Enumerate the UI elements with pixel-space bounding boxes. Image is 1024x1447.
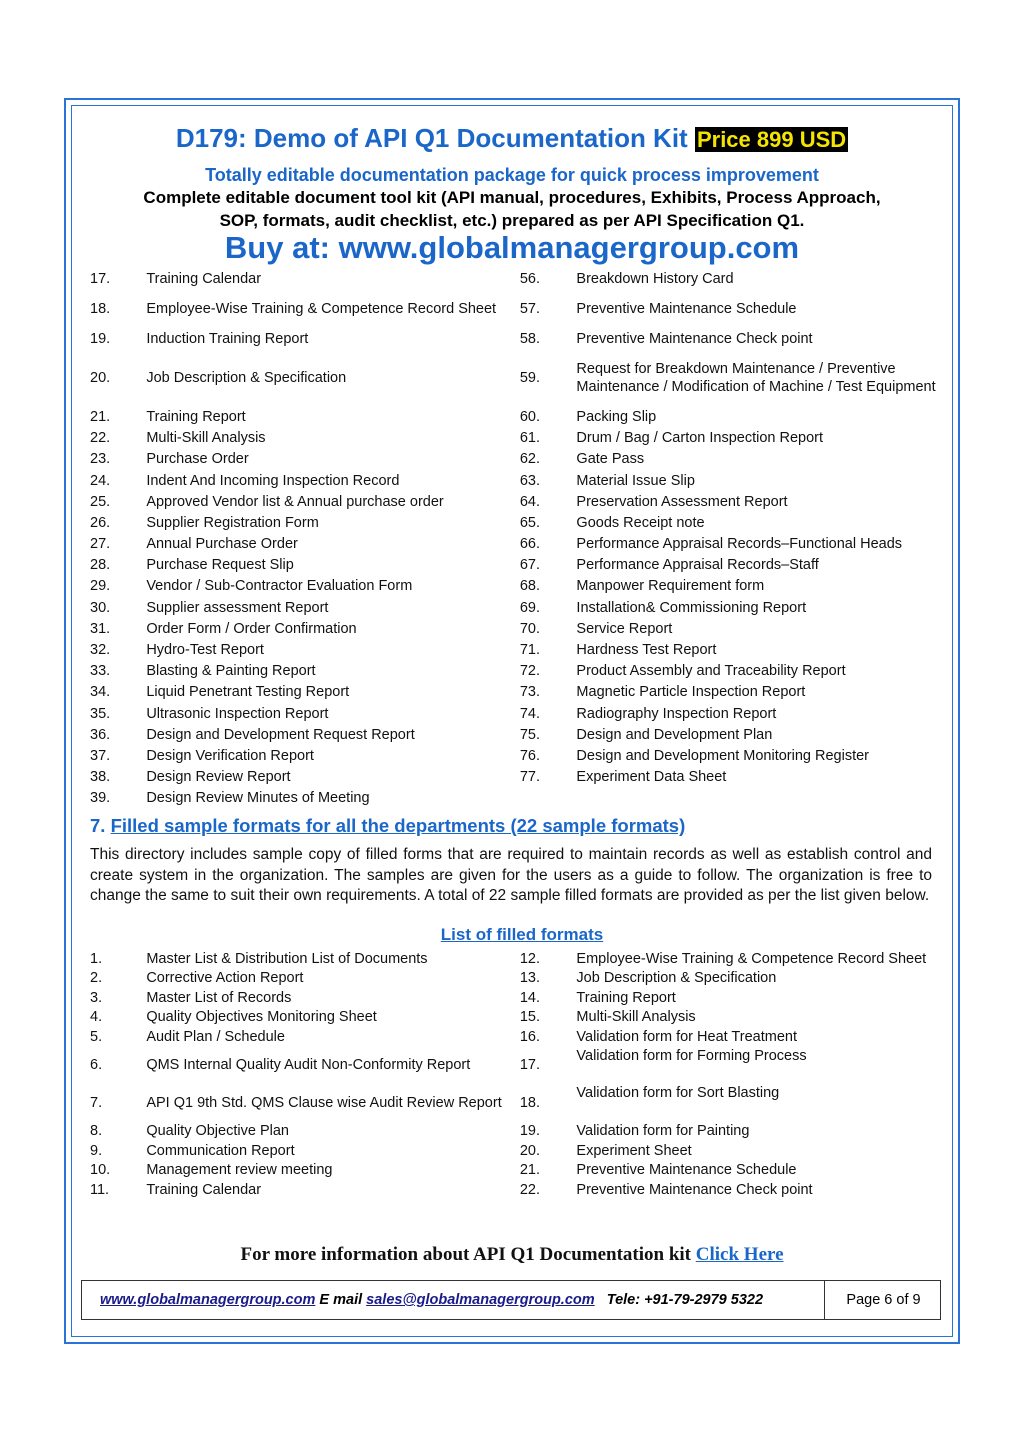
item-text: Corrective Action Report	[146, 970, 304, 987]
item-text: API Q1 9th Std. QMS Clause wise Audit Review Report	[146, 1094, 502, 1111]
item-number: 18.	[519, 1094, 541, 1111]
item-number: 21.	[519, 1162, 541, 1179]
list-row	[90, 1047, 940, 1085]
item-text: Master List & Distribution List of Documents	[146, 950, 428, 967]
item-number: 33.	[90, 663, 111, 680]
section-7-paragraph: This directory includes sample copy of filled forms that are required to maintain records as well as establish control and create system in the organization. The samples are given for the users as a guide to follow. The organization is free to change the same to suit their own requirements. A total of 22 sample filled formats are provided as per the list given below.	[90, 846, 932, 904]
item-text: Validation form for Forming Process	[576, 1047, 807, 1064]
item-text: Installation& Commissioning Report	[576, 599, 807, 616]
item-number: 63.	[519, 472, 541, 489]
item-number: 30.	[90, 599, 111, 616]
item-text: Indent And Incoming Inspection Record	[146, 472, 400, 489]
list-row	[90, 988, 940, 1008]
item-number: 22.	[90, 430, 111, 447]
item-text: Magnetic Particle Inspection Report	[576, 684, 806, 701]
list-row	[90, 449, 940, 470]
footer-email-label: E mail	[319, 1292, 363, 1308]
item-text: Material Issue Slip	[576, 472, 695, 489]
item-number: 15.	[519, 1009, 541, 1026]
section-7-heading	[90, 814, 685, 838]
item-number: 12.	[519, 950, 541, 967]
list-row	[90, 618, 940, 639]
item-number: 75.	[519, 726, 541, 743]
page-number: Page 6 of 9	[824, 1281, 942, 1319]
item-number: 60.	[519, 408, 541, 425]
section-title: Filled sample formats for all the departments (22 sample formats)	[110, 815, 686, 836]
item-number: 19.	[519, 1123, 541, 1140]
list-row	[90, 1084, 940, 1122]
item-text: Validation form for Painting	[576, 1123, 750, 1140]
item-text: Training Report	[576, 989, 676, 1006]
list-row	[90, 724, 940, 745]
item-number: 31.	[90, 620, 111, 637]
list-row	[90, 349, 940, 406]
footer-telephone: Tele: +91-79-2979 5322	[606, 1292, 764, 1308]
list-row	[90, 682, 940, 703]
item-number: 27.	[90, 536, 111, 553]
item-number: 64.	[519, 493, 541, 510]
list-row	[90, 788, 940, 809]
item-text: Preventive Maintenance Check point	[576, 1181, 813, 1198]
list-row	[90, 969, 940, 989]
list-row	[90, 597, 940, 618]
more-info-text: For more information about API Q1 Documentation kit	[240, 1244, 692, 1265]
item-text: Preventive Maintenance Check point	[576, 330, 813, 347]
item-text: Drum / Bag / Carton Inspection Report	[576, 430, 824, 447]
item-number: 29.	[90, 578, 111, 595]
item-number: 76.	[519, 747, 541, 764]
item-text: Experiment Data Sheet	[576, 769, 727, 786]
item-number: 19.	[90, 330, 111, 347]
title-text: D179: Demo of API Q1 Documentation Kit	[175, 123, 688, 153]
item-number: 61.	[519, 430, 541, 447]
item-number: 13.	[519, 970, 541, 987]
item-text: Design and Development Request Report	[146, 726, 415, 743]
item-number: 9.	[90, 1142, 103, 1159]
item-text: Preservation Assessment Report	[576, 493, 788, 510]
item-text: Request for Breakdown Maintenance / Preventive Maintenance / Modification of Machine / Test Equipment	[576, 360, 936, 395]
list-row	[90, 661, 940, 682]
item-text: Validation form for Sort Blasting	[576, 1085, 780, 1101]
kit-description	[80, 186, 944, 232]
item-text: Job Description & Specification	[576, 970, 777, 987]
item-number: 7.	[90, 1094, 103, 1111]
item-text: Design and Development Plan	[576, 726, 773, 743]
item-number: 17.	[519, 1057, 541, 1074]
item-number: 26.	[90, 514, 111, 531]
item-text: Ultrasonic Inspection Report	[146, 705, 329, 722]
item-number: 3.	[90, 989, 103, 1006]
item-text: Design and Development Monitoring Register	[576, 747, 869, 764]
list-row	[90, 1027, 940, 1047]
item-number: 24.	[90, 472, 111, 489]
item-number: 14.	[519, 989, 541, 1006]
item-number: 72.	[519, 663, 541, 680]
list-row	[90, 268, 940, 289]
item-text: Quality Objectives Monitoring Sheet	[146, 1009, 377, 1026]
item-text: Goods Receipt note	[576, 514, 705, 531]
item-number: 16.	[519, 1028, 541, 1045]
item-text: QMS Internal Quality Audit Non-Conformity Report	[146, 1057, 471, 1074]
item-text: Design Review Minutes of Meeting	[146, 790, 370, 807]
item-number: 67.	[519, 557, 541, 574]
item-text: Product Assembly and Traceability Report	[576, 663, 846, 680]
item-text: Gate Pass	[576, 451, 645, 468]
item-text: Annual Purchase Order	[146, 536, 298, 553]
list-row	[90, 555, 940, 576]
list-row	[90, 328, 940, 349]
item-text: Purchase Request Slip	[146, 557, 294, 574]
click-here-link[interactable]: Click Here	[695, 1244, 784, 1265]
list-row	[90, 428, 940, 449]
item-text: Radiography Inspection Report	[576, 705, 777, 722]
item-text: Master List of Records	[146, 989, 292, 1006]
item-number: 8.	[90, 1123, 103, 1140]
list-row	[90, 491, 940, 512]
item-text: Design Review Report	[146, 769, 291, 786]
item-text: Liquid Penetrant Testing Report	[146, 684, 350, 701]
list-row	[90, 949, 940, 969]
item-text: Preventive Maintenance Schedule	[576, 1162, 797, 1179]
item-text: Validation form for Heat Treatment	[576, 1028, 797, 1045]
item-number: 32.	[90, 642, 111, 659]
list-row	[90, 289, 940, 328]
list-row	[90, 1180, 940, 1200]
item-number: 39.	[90, 790, 111, 807]
item-text: Purchase Order	[146, 451, 249, 468]
item-number: 10.	[90, 1162, 111, 1179]
item-text: Communication Report	[146, 1142, 295, 1159]
item-number: 38.	[90, 769, 111, 786]
list-row	[90, 1008, 940, 1028]
list-row	[90, 703, 940, 724]
filled-formats-table	[90, 949, 940, 1200]
item-text: Employee-Wise Training & Competence Record Sheet	[146, 300, 497, 317]
item-number: 36.	[90, 726, 111, 743]
more-info-line	[80, 1243, 944, 1267]
document-list-table	[90, 268, 940, 809]
list-row	[90, 639, 940, 660]
list-row	[90, 576, 940, 597]
document-title	[80, 121, 944, 157]
item-number: 68.	[519, 578, 541, 595]
description-line-2: SOP, formats, audit checklist, etc.) prepared as per API Specification Q1.	[219, 211, 805, 230]
item-number: 4.	[90, 1009, 103, 1026]
item-text: Training Calendar	[146, 270, 262, 287]
item-number: 22.	[519, 1181, 541, 1198]
item-number: 20.	[90, 369, 111, 386]
item-number: 18.	[90, 300, 111, 317]
footer-contact	[100, 1292, 763, 1308]
item-number: 21.	[90, 408, 111, 425]
list-row	[90, 470, 940, 491]
item-number: 69.	[519, 599, 541, 616]
footer-email-link[interactable]: sales@globalmanagergroup.com	[366, 1292, 595, 1308]
item-text	[576, 788, 940, 809]
item-text: Audit Plan / Schedule	[146, 1028, 285, 1045]
item-number: 59.	[519, 369, 541, 386]
list-row	[90, 512, 940, 533]
item-text: Hydro-Test Report	[146, 642, 264, 659]
item-number: 6.	[90, 1057, 103, 1074]
item-text: Preventive Maintenance Schedule	[576, 300, 797, 317]
item-text: Manpower Requirement form	[576, 578, 765, 595]
item-text: Management review meeting	[146, 1162, 333, 1179]
item-text: Service Report	[576, 620, 673, 637]
list-row	[90, 767, 940, 788]
item-text: Quality Objective Plan	[146, 1123, 289, 1140]
item-number: 34.	[90, 684, 111, 701]
item-number: 57.	[519, 300, 541, 317]
buy-at-link[interactable]: Buy at: www.globalmanagergroup.com	[224, 230, 800, 265]
list-row	[90, 1161, 940, 1181]
item-number: 17.	[90, 270, 111, 287]
item-number: 1.	[90, 950, 103, 967]
item-text: Packing Slip	[576, 408, 657, 425]
item-text: Training Calendar	[146, 1181, 262, 1198]
item-text: Supplier assessment Report	[146, 599, 329, 616]
item-text: Hardness Test Report	[576, 642, 717, 659]
item-text: Order Form / Order Confirmation	[146, 620, 357, 637]
item-number: 71.	[519, 642, 541, 659]
list-row	[90, 745, 940, 766]
item-text: Vendor / Sub-Contractor Evaluation Form	[146, 578, 413, 595]
item-number: 20.	[519, 1142, 541, 1159]
item-number: 5.	[90, 1028, 103, 1045]
item-text: Experiment Sheet	[576, 1142, 692, 1159]
item-number: 2.	[90, 970, 103, 987]
item-number: 77.	[519, 769, 541, 786]
item-text: Supplier Registration Form	[146, 514, 319, 531]
item-text: Approved Vendor list & Annual purchase order	[146, 493, 444, 510]
item-text: Performance Appraisal Records–Functional Heads	[576, 536, 903, 553]
item-text: Induction Training Report	[146, 330, 309, 347]
footer-website-link[interactable]: www.globalmanagergroup.com	[100, 1292, 316, 1308]
item-text: Job Description & Specification	[146, 369, 347, 386]
item-number	[510, 788, 577, 809]
item-number: 65.	[519, 514, 541, 531]
list-row	[90, 534, 940, 555]
item-number: 23.	[90, 451, 111, 468]
filled-formats-list-title: List of filled formats	[440, 925, 604, 944]
item-text: Multi-Skill Analysis	[146, 430, 266, 447]
item-number: 56.	[519, 270, 541, 287]
list-row	[90, 1122, 940, 1142]
page-footer	[81, 1280, 941, 1320]
item-number: 66.	[519, 536, 541, 553]
item-text: Training Report	[146, 408, 246, 425]
list-row	[90, 406, 940, 427]
item-text: Employee-Wise Training & Competence Record Sheet	[576, 950, 927, 967]
price-badge: Price 899 USD	[696, 127, 847, 152]
item-text: Performance Appraisal Records–Staff	[576, 557, 819, 574]
item-number: 70.	[519, 620, 541, 637]
subtitle: Totally editable documentation package for quick process improvement	[205, 165, 819, 185]
item-text: Blasting & Painting Report	[146, 663, 316, 680]
item-number: 58.	[519, 330, 541, 347]
description-line-1: Complete editable document tool kit (API manual, procedures, Exhibits, Process Approach,	[143, 188, 881, 207]
item-text: Breakdown History Card	[576, 270, 734, 287]
item-number: 28.	[90, 557, 111, 574]
item-text: Design Verification Report	[146, 747, 314, 764]
item-number: 74.	[519, 705, 541, 722]
item-number: 37.	[90, 747, 111, 764]
item-number: 62.	[519, 451, 541, 468]
section-number: 7.	[90, 815, 106, 836]
item-text: Multi-Skill Analysis	[576, 1009, 696, 1026]
item-number: 73.	[519, 684, 541, 701]
item-number: 11.	[90, 1181, 110, 1198]
item-number: 25.	[90, 493, 111, 510]
list-row	[90, 1141, 940, 1161]
item-number: 35.	[90, 705, 111, 722]
